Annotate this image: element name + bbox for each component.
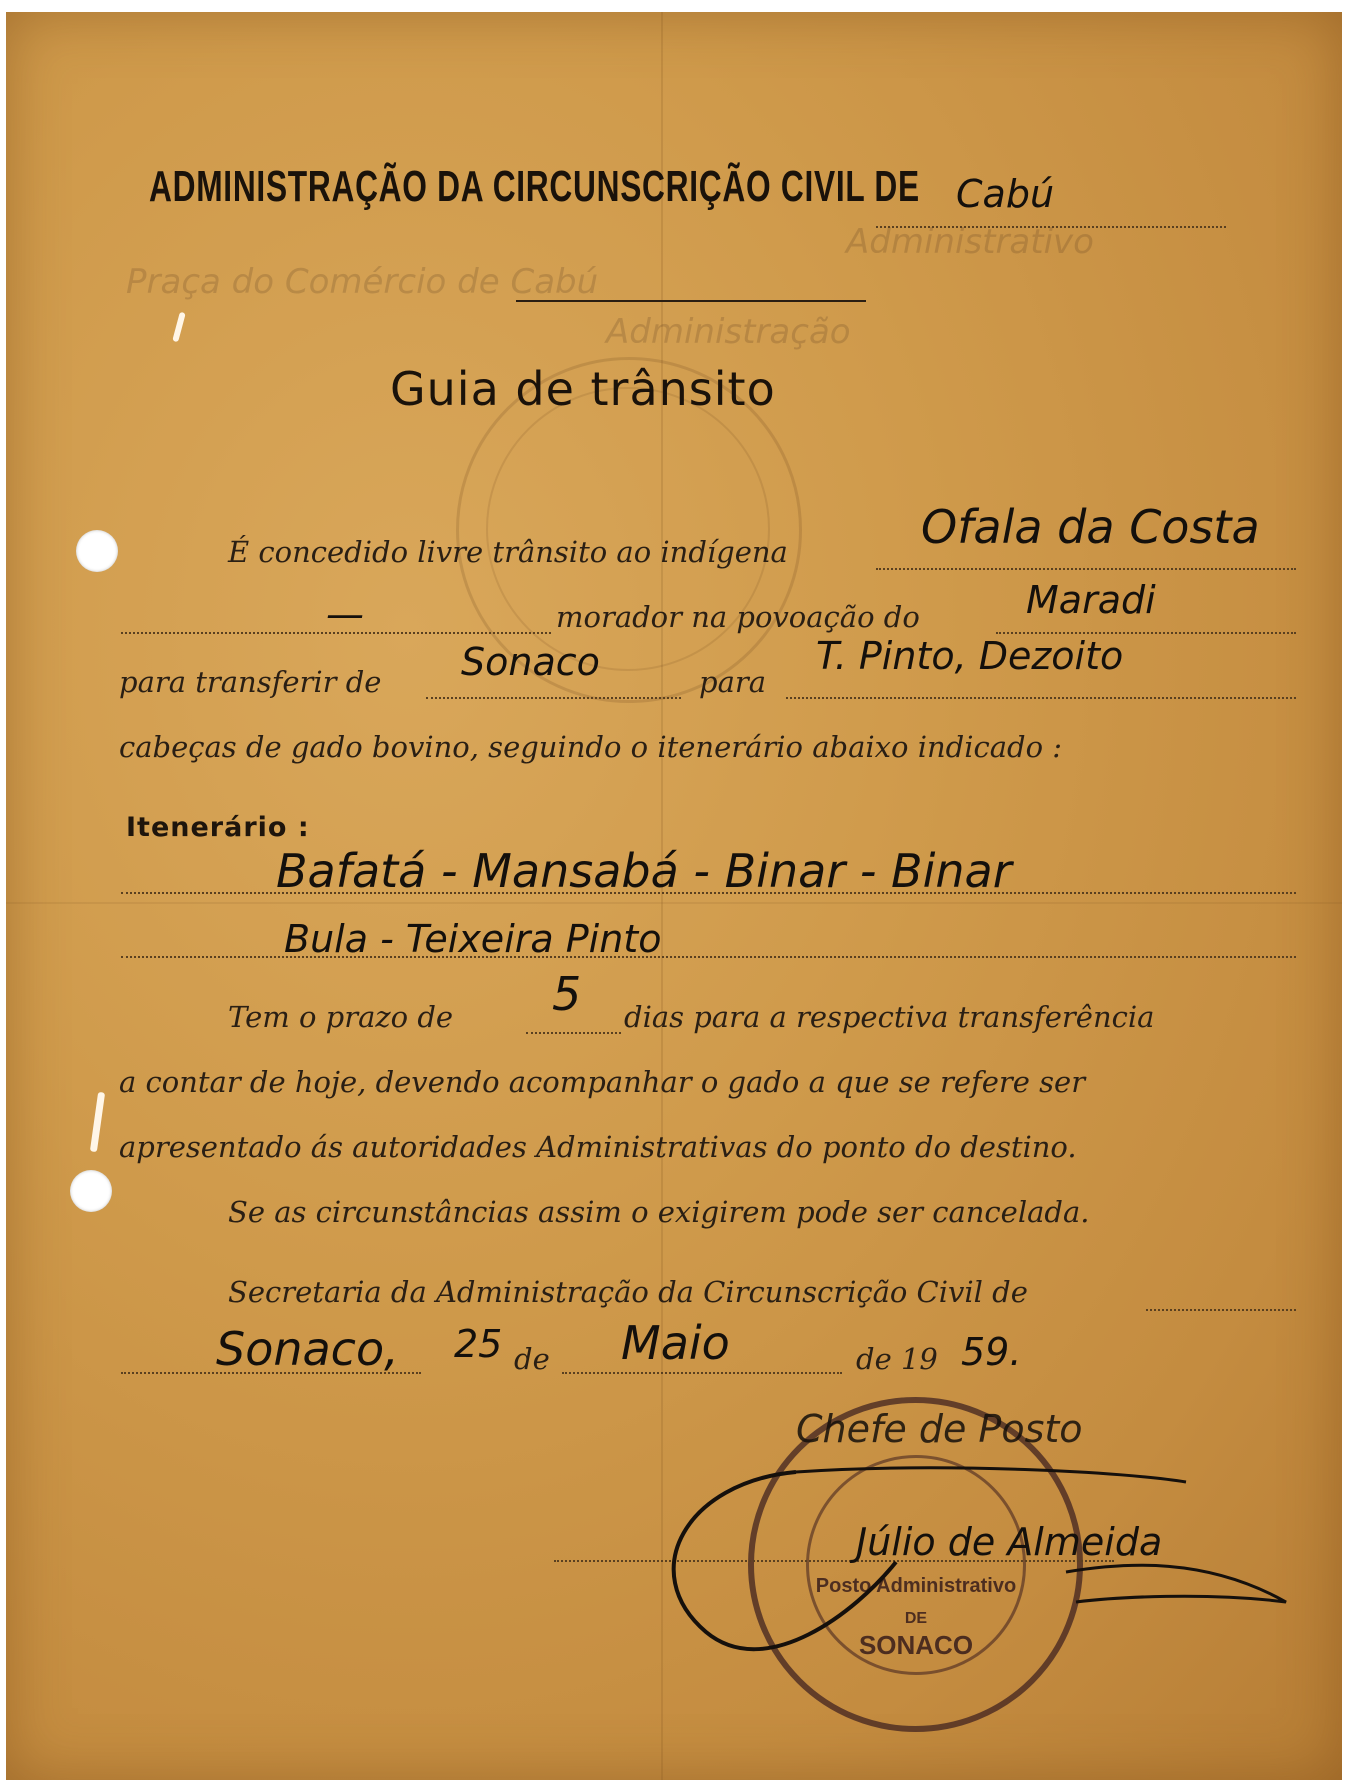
itinerary-line-2: Bula - Teixeira Pinto xyxy=(284,917,662,961)
seal-line-2: DE xyxy=(904,1610,928,1627)
header-handwritten-place: Cabú xyxy=(956,172,1055,216)
prazo-label-a: Tem o prazo de xyxy=(228,1000,454,1034)
seal-line-3: SONACO xyxy=(858,1630,974,1660)
dotted-line xyxy=(876,568,1296,570)
bleed-through-text: Administração xyxy=(606,312,851,352)
dotted-line xyxy=(786,697,1296,699)
body-line-3-label-a: para transferir de xyxy=(119,665,382,699)
seal-line-1: Posto Administrativo xyxy=(815,1575,1017,1597)
handwritten-to: T. Pinto, Dezoito xyxy=(816,634,1124,678)
itinerary-label: Itenerário : xyxy=(126,812,310,843)
punch-hole-top xyxy=(76,530,118,572)
document-paper xyxy=(6,12,1342,1780)
bleed-through-text: Praça do Comércio de Cabú xyxy=(126,262,599,302)
handwritten-days: 5 xyxy=(552,967,582,1021)
dotted-line xyxy=(562,1372,842,1374)
signature-flourish xyxy=(646,1452,1326,1662)
body-line-1-label: É concedido livre trânsito ao indígena xyxy=(228,535,788,569)
dotted-line xyxy=(426,697,681,699)
fold-line-horizontal xyxy=(6,902,1342,904)
handwritten-name: Ofala da Costa xyxy=(921,500,1260,554)
closing-de-2: de 19 xyxy=(856,1342,938,1376)
paper-tear xyxy=(172,312,186,343)
handwritten-from: Sonaco xyxy=(461,640,600,684)
header-rule xyxy=(516,300,866,302)
closing-secretaria: Secretaria da Administração da Circunscrição Civil de xyxy=(228,1275,1028,1309)
punch-hole-bottom xyxy=(70,1170,112,1212)
handwritten-month: Maio xyxy=(621,1316,730,1370)
prazo-label-b: dias para a respectiva transferência xyxy=(624,1000,1155,1034)
handwritten-day: 25 xyxy=(454,1322,503,1366)
body-line-apresentado: apresentado ás autoridades Administrativas do ponto do destino. xyxy=(119,1130,1077,1164)
paper-tear xyxy=(90,1092,105,1152)
header-dotted-line xyxy=(876,226,1226,228)
handwritten-village: Maradi xyxy=(1026,578,1156,622)
dotted-line xyxy=(526,1032,621,1034)
handwritten-dash: — xyxy=(326,592,364,636)
dotted-line xyxy=(1146,1309,1296,1311)
body-line-4: cabeças de gado bovino, seguindo o itenerário abaixo indicado : xyxy=(119,730,1063,764)
bleed-through-text: Administrativo xyxy=(846,222,1094,262)
handwritten-signature: Júlio de Almeida xyxy=(856,1520,1163,1564)
handwritten-signature-title: Chefe de Posto xyxy=(796,1407,1083,1451)
document-title: Guia de trânsito xyxy=(390,362,776,416)
body-line-3-label-b: para xyxy=(699,665,767,699)
body-line-2-label: morador na povoação do xyxy=(556,600,920,634)
handwritten-place-date: Sonaco, xyxy=(216,1322,399,1376)
closing-de-1: de xyxy=(514,1342,550,1376)
body-line-cancel: Se as circunstâncias assim o exigirem pode ser cancelada. xyxy=(228,1195,1090,1229)
handwritten-year: 59. xyxy=(961,1330,1022,1374)
header-title: ADMINISTRAÇÃO DA CIRCUNSCRIÇÃO CIVIL DE xyxy=(149,162,920,211)
itinerary-line-1: Bafatá - Mansabá - Binar - Binar xyxy=(276,844,1012,898)
body-line-contar: a contar de hoje, devendo acompanhar o gado a que se refere ser xyxy=(119,1065,1086,1099)
